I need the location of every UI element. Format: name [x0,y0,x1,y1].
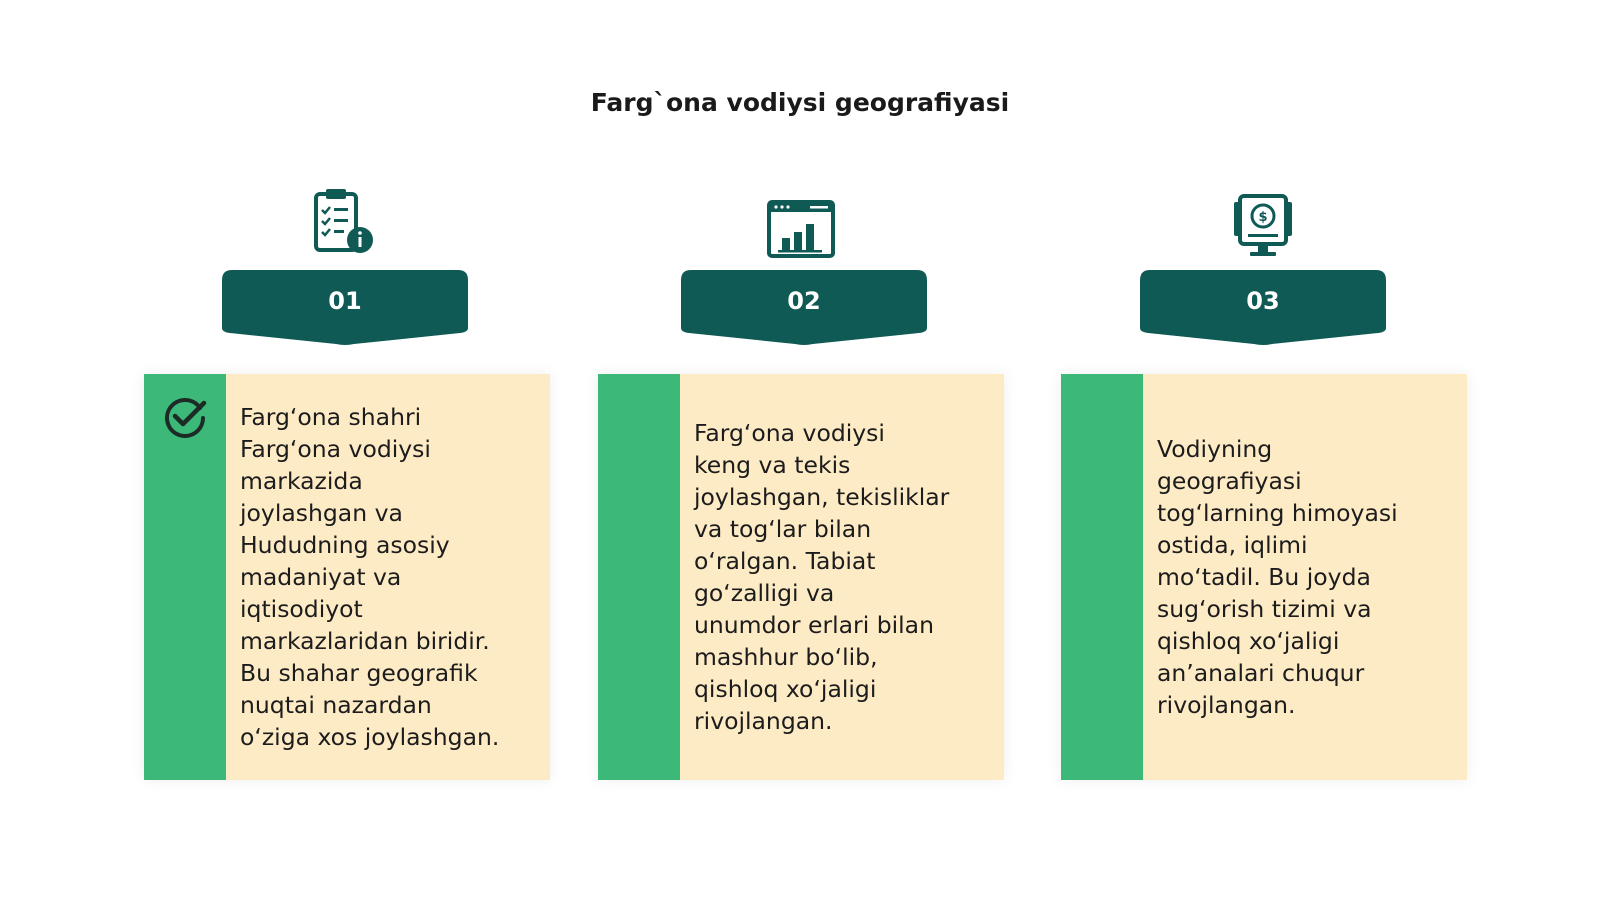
card-text: Vodiyning geografiyasi tog‘larning himoyasi ostida, iqlimi mo‘tadil. Bu joyda sug‘orish tizimi va qishloq xo‘jaligi an’analari chuqur rivojlangan. [1157,435,1398,719]
clipboard-checklist-info-icon [310,188,380,258]
card-body [680,374,1004,780]
step-card-2 [598,374,1004,780]
card-accent-strip [144,374,226,780]
step-card-1 [144,374,550,780]
page-title: Farg`ona vodiysi geografiyasi [590,88,1010,117]
monitor-dollar-icon [1228,192,1298,262]
card-text: Farg‘ona vodiysi keng va tekis joylashgan, tekisliklar va tog‘lar bilan o‘ralgan. Tabiat go‘zalligi va unumdor erlari bilan mashhur bo‘lib, qishloq xo‘jaligi rivojlangan. [694,419,950,735]
step-number: 03 [1246,287,1280,315]
card-accent-strip [598,374,680,780]
browser-bar-chart-icon [766,196,836,266]
card-body [226,374,550,780]
step-badge-3 [1140,270,1386,348]
check-circle-icon [162,394,208,440]
step-card-3 [1061,374,1467,780]
step-badge-2 [681,270,927,348]
card-text: Farg‘ona shahri Farg‘ona vodiysi markazida joylashgan va Hududning asosiy madaniyat va iqtisodiyot markazlaridan biridir. Bu shahar geografik nuqtai nazardan o‘ziga xos joylashgan. [240,403,500,751]
step-number: 02 [787,287,821,315]
svg-text:$: $ [1258,210,1268,225]
card-body [1143,374,1467,780]
step-badge-1 [222,270,468,348]
step-number: 01 [328,287,362,315]
card-accent-strip [1061,374,1143,780]
